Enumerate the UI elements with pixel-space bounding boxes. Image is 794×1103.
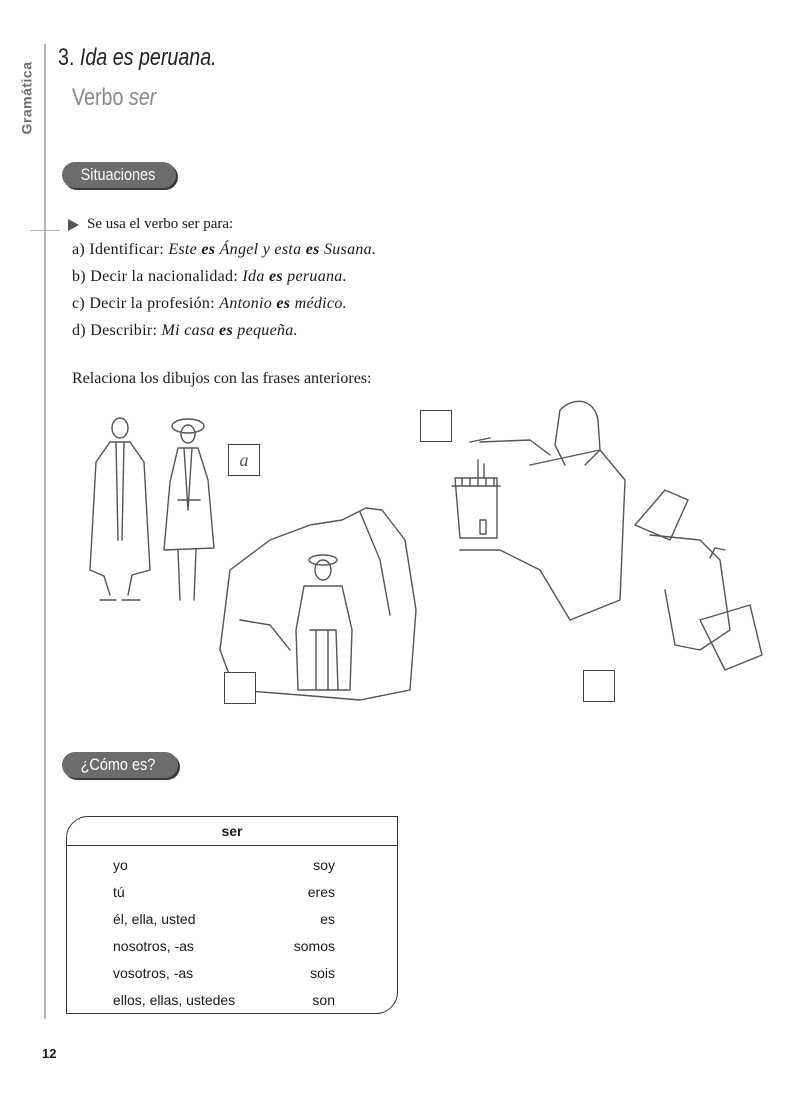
example-part: médico. [290,295,347,312]
conjugation-table [66,816,398,1014]
example-verb: es [268,268,283,285]
arrow-right-icon [68,219,79,231]
list-item [72,290,376,317]
example-part: Susana. [319,241,377,258]
verb-form: somos [293,937,335,954]
example-verb: es [276,295,291,312]
section-label-como-es [62,752,178,778]
example-part: Este [168,241,202,258]
drawing-doctor [635,490,762,670]
example-part: pequeña. [232,322,298,339]
table-row [113,905,335,932]
margin-tick [30,230,60,231]
example-part: peruana. [282,268,347,285]
use-lead: a) Identificar: [72,241,164,258]
subtitle-plain: Verbo [72,84,124,111]
use-lead: b) Decir la nacionalidad: [72,268,239,285]
pronoun: nosotros, -as [113,937,194,954]
verb-form: soy [313,856,335,873]
table-row [113,878,335,905]
use-example [162,322,298,339]
drawing-woman-with-hat [164,419,214,600]
table-row [113,932,335,959]
use-example [168,241,376,258]
table-row [113,959,335,986]
title-number: 3. [58,44,75,71]
side-tab [14,48,38,148]
drawing-small-house [452,460,500,538]
section-label-text: Situaciones [80,165,156,184]
example-verb: es [201,241,216,258]
list-item [72,236,376,263]
page-number: 12 [42,1046,57,1061]
use-example [242,268,347,285]
verb-form: son [312,991,335,1008]
list-item [72,263,376,290]
use-lead: c) Decir la profesión: [72,295,215,312]
answer-box-empty[interactable] [583,670,615,702]
pronoun: tú [113,883,125,900]
intro-line [68,216,233,233]
answer-box-empty[interactable] [224,672,256,704]
drawing-man-in-coat [90,418,150,600]
table-header: ser [221,823,243,839]
table-row [113,986,335,1013]
answer-box-empty[interactable] [420,410,452,442]
section-label-situaciones [62,162,176,188]
verb-form: es [320,910,335,927]
verb-form: sois [310,964,335,981]
side-tab-label: Gramática [18,61,35,135]
page-title [58,44,217,72]
drawing-man-gesturing [460,401,625,620]
uses-list [72,236,376,344]
verb-form: eres [307,883,335,900]
example-part: Mi casa [161,322,220,339]
table-divider [67,845,397,846]
pronoun: vosotros, -as [113,964,194,981]
margin-line [44,44,46,1019]
example-verb: es [305,241,320,258]
pronoun: yo [113,856,128,873]
example-part: Ángel y esta [215,241,306,258]
exercise-instruction: Relaciona los dibujos con las frases anteriores: [72,370,372,387]
intro-text: Se usa el verbo ser para: [87,216,234,232]
list-item [72,317,376,344]
page-subtitle [72,84,156,112]
title-text: Ida es peruana. [79,44,217,71]
use-example [219,295,347,312]
table-row [113,851,335,878]
example-part: Ida [242,268,269,285]
table-body [113,851,335,1013]
pronoun: ellos, ellas, ustedes [113,991,236,1008]
example-part: Antonio [219,295,277,312]
section-label-text: ¿Cómo es? [80,755,156,774]
answer-box-filled[interactable]: a [228,444,260,476]
subtitle-italic: ser [128,84,157,111]
use-lead: d) Describir: [72,322,158,339]
example-verb: es [219,322,233,339]
pronoun: él, ella, usted [113,910,196,927]
